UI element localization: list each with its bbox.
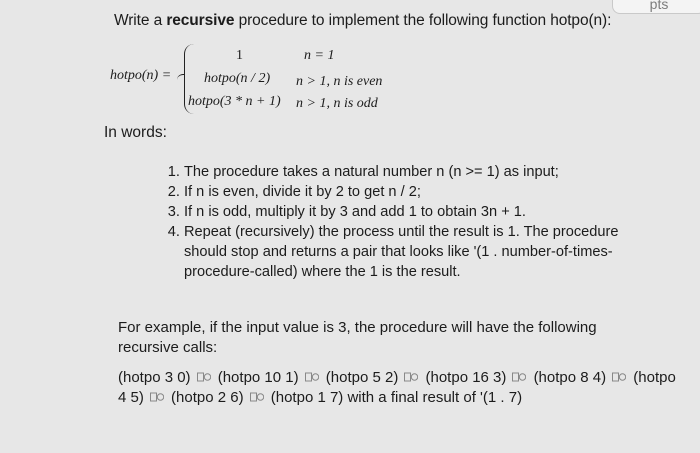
title-suffix: procedure to implement the following function hotpo(n): [234, 12, 612, 29]
call-7: (hotpo 2 6) [171, 389, 244, 406]
call-6: (hotpo 4 5) [118, 369, 676, 406]
call-2: (hotpo 10 1) [217, 369, 299, 386]
call-5: (hotpo 8 4) [533, 369, 607, 386]
call-8: (hotpo 1 7) [270, 389, 344, 406]
title-bold: recursive [166, 12, 235, 29]
arrow-icon [512, 372, 526, 382]
call-3: (hotpo 5 2) [325, 369, 399, 386]
title-prefix: Write a [114, 12, 167, 29]
formula-lhs: hotpo(n) = [110, 68, 172, 83]
points-label: pts [649, 0, 669, 12]
arrow-icon [404, 372, 418, 382]
example-ending: with a final result of '(1 . 7) [347, 389, 523, 406]
arrow-icon [197, 372, 211, 382]
arrow-icon [150, 392, 164, 402]
arrow-icon [612, 372, 626, 382]
call-4: (hotpo 16 3) [425, 369, 507, 386]
example-intro: For example, if the input value is 3, the procedure will have the following recursive calls: [118, 319, 597, 356]
arrow-icon [305, 372, 319, 382]
case-3-cond: n > 1, n is odd [296, 96, 378, 111]
step-1: 1. The procedure takes a natural number n (n >= 1) as input; [184, 162, 654, 182]
case-1-cond: n = 1 [304, 48, 335, 63]
arrow-icon [250, 392, 264, 402]
step-2: 2. If n is even, divide it by 2 to get n / 2; [184, 182, 654, 202]
example-calls [118, 368, 678, 408]
step-3: 3. If n is odd, multiply it by 3 and add 1 to obtain 3n + 1. [184, 202, 654, 222]
case-3-expr: hotpo(3 * n + 1) [188, 94, 281, 109]
points-badge [612, 0, 700, 14]
in-words-label: In words: [104, 124, 167, 141]
case-2-expr: hotpo(n / 2) [204, 71, 271, 86]
case-1-expr: 1 [236, 48, 243, 63]
call-1: (hotpo 3 0) [118, 369, 191, 386]
step-4: 4. Repeat (recursively) the process until the result is 1. The procedure should stop and returns a pair that looks like '(1 . number-of-times-procedure-called) where the 1 is the result. [184, 222, 654, 282]
steps-list [140, 162, 654, 282]
case-2-cond: n > 1, n is even [296, 74, 383, 89]
question-title [114, 12, 611, 30]
